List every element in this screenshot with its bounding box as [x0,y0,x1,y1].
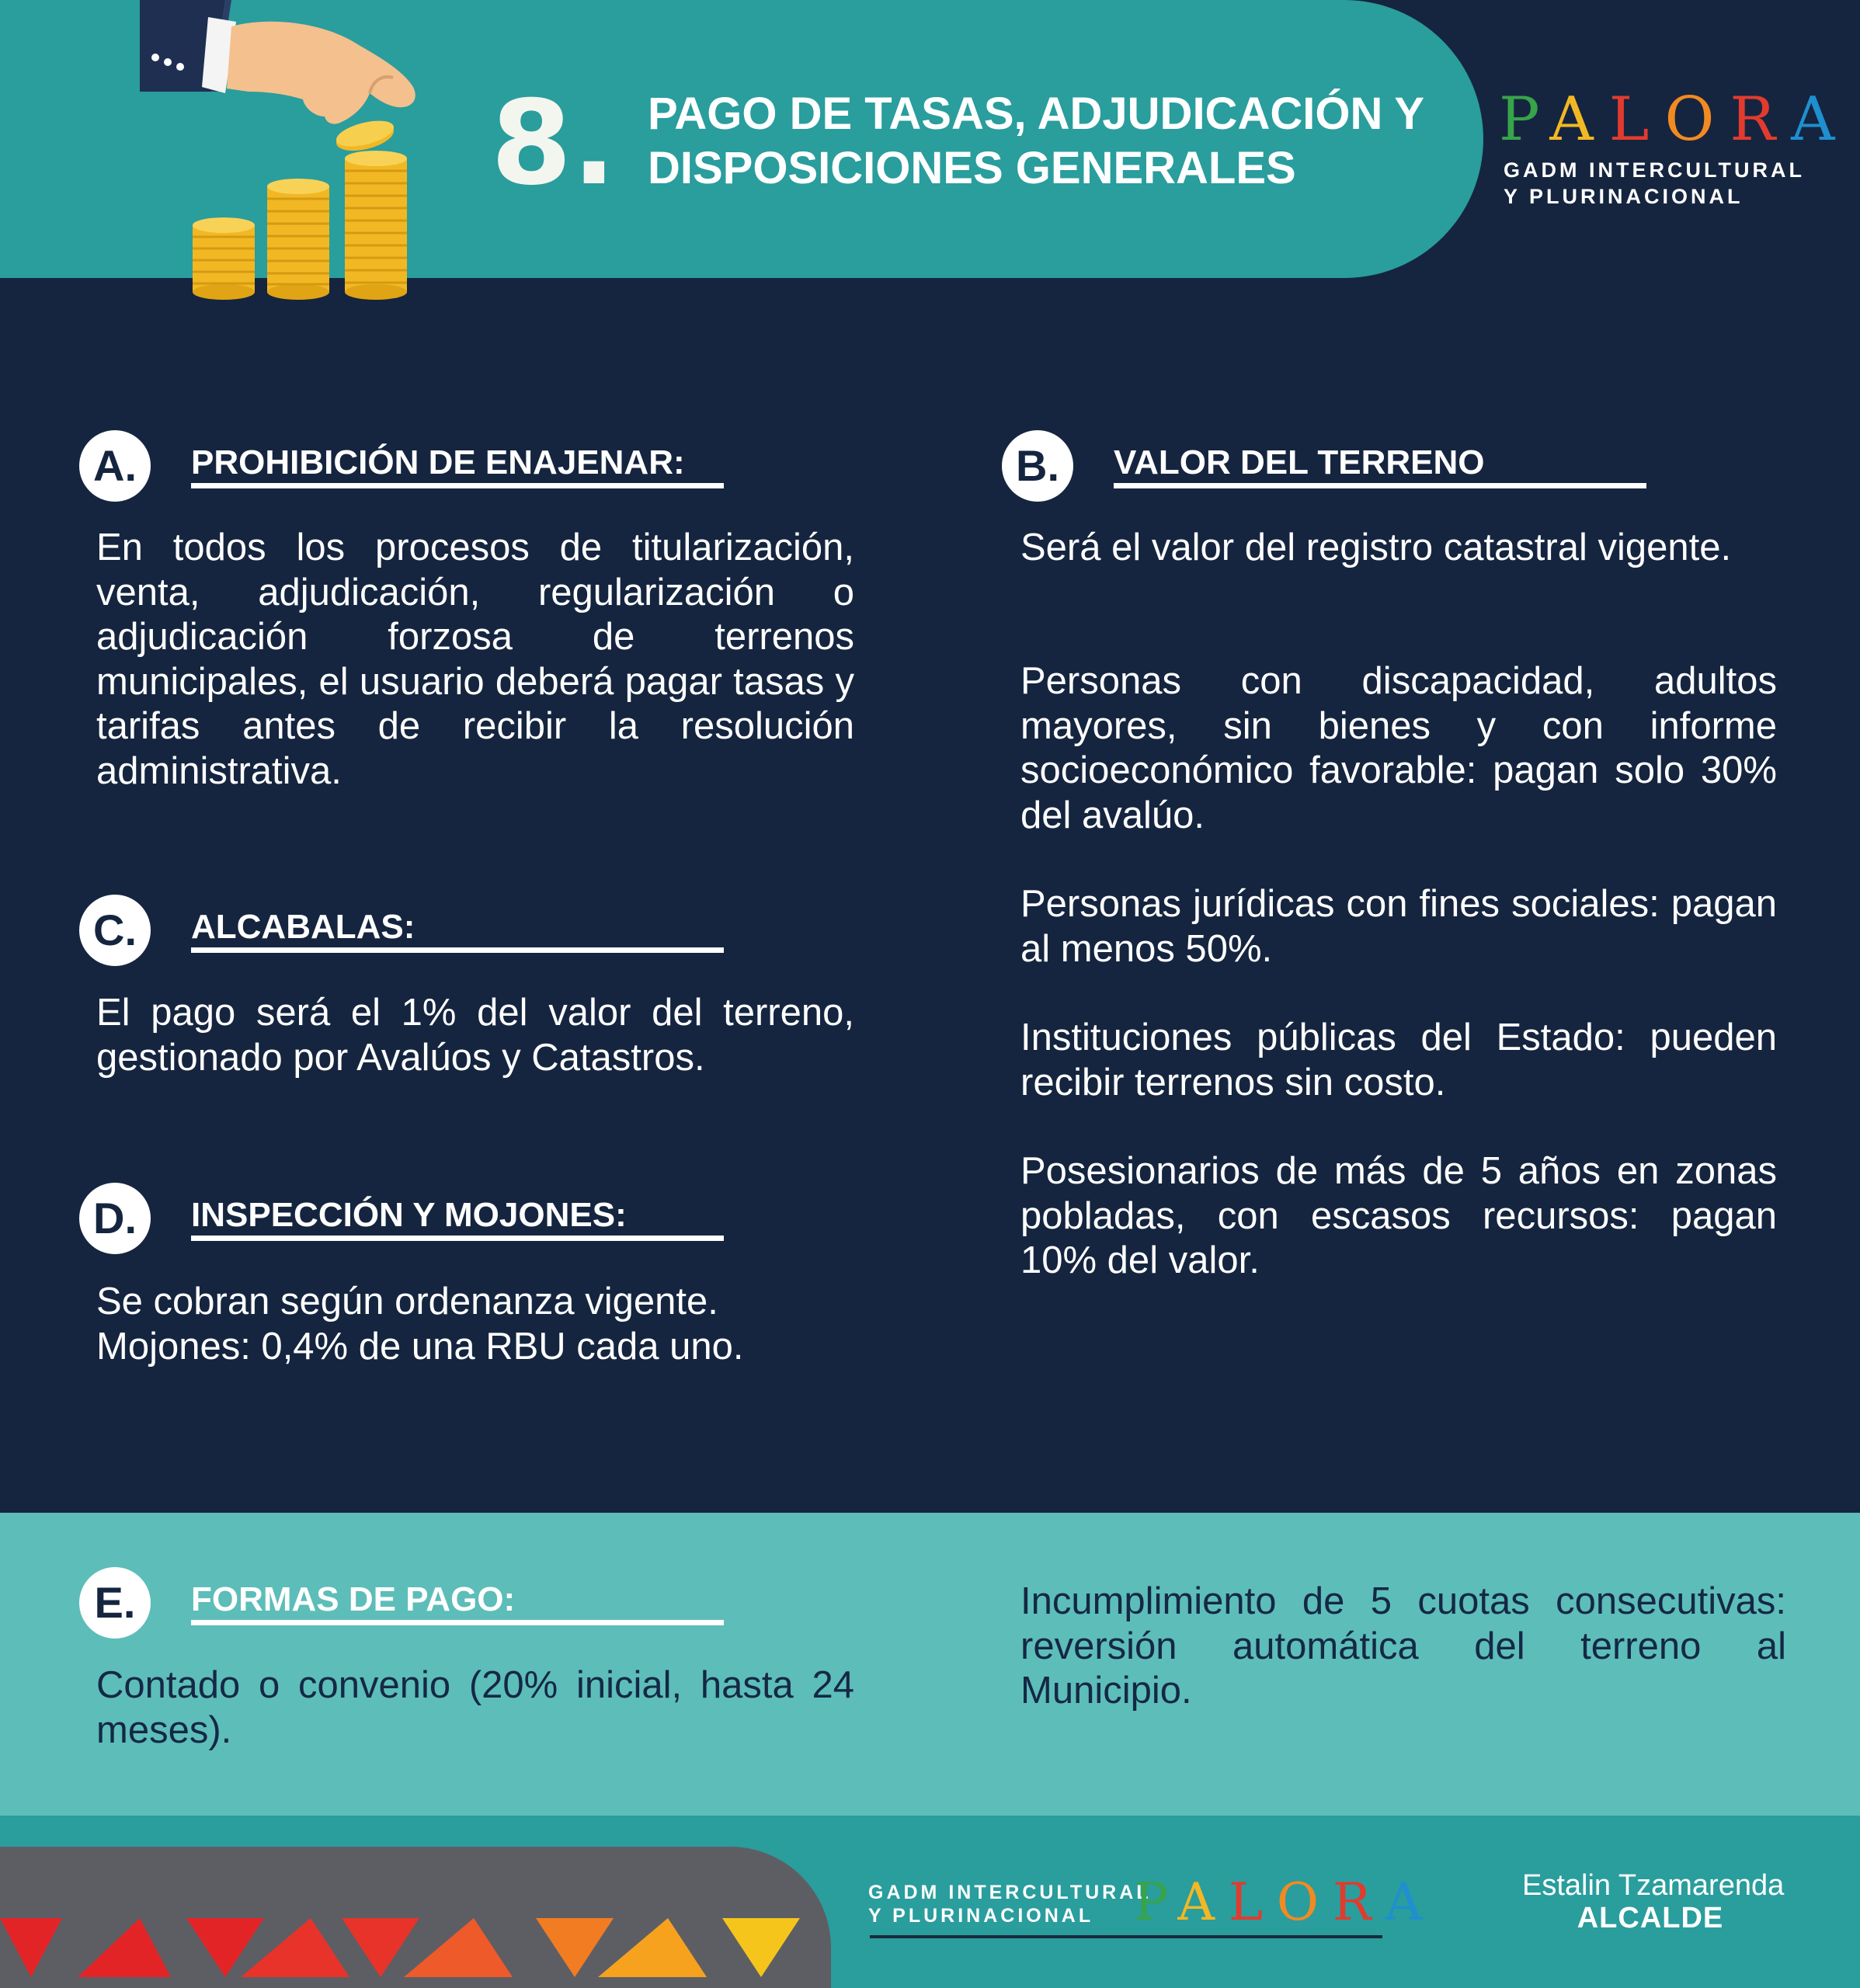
section-b-paragraph-2: Personas con discapacidad, adultos mayores, sin bienes y con informe socioeconómico favorable: pagan solo 30% del avalúo. [1020,660,1777,836]
section-c-badge: C. [79,895,151,966]
coins-hand-illustration [140,0,435,303]
section-c-underline [191,947,724,953]
logo-subtitle-line2: Y PLURINACIONAL [1504,185,1744,208]
footer-subtitle-line1: GADM INTERCULTURAL [868,1882,1152,1903]
footer-logo-rule [870,1935,1382,1938]
section-a-body: En todos los procesos de titularización, venta, adjudicación, regularización o adjudicación forzosa de terrenos municipales, el usuario deberá pagar tasas y tarifas antes de recibir la resolución administrativa. [96,527,854,792]
section-b-heading: VALOR DEL TERRENO [1114,443,1485,481]
svg-text:PALORA: PALORA [1134,1872,1432,1932]
section-a-badge: A. [79,430,151,502]
section-d-badge: D. [79,1183,151,1254]
section-b-paragraph-3: Personas jurídicas con fines sociales: pagan al menos 50%. [1020,883,1777,970]
section-d-body-line2: Mojones: 0,4% de una RBU cada uno. [96,1325,744,1368]
footer-subtitle-line2: Y PLURINACIONAL [868,1905,1094,1927]
section-e-underline [191,1620,724,1625]
section-d-underline [191,1236,724,1241]
footer-pattern-band [0,1847,831,1988]
section-e-body: Contado o convenio (20% inicial, hasta 24 meses). [96,1664,854,1751]
section-e-note: Incumplimiento de 5 cuotas consecutivas: reversión automática del terreno al Municipio. [1020,1580,1786,1712]
footer-palora-logo [1134,1872,1432,1932]
section-c-heading: ALCABALAS: [191,908,415,946]
mayor-title: ALCALDE [1577,1902,1724,1934]
section-d-body-line1: Se cobran según ordenanza vigente. [96,1281,718,1322]
section-b-paragraph-1: Será el valor del registro catastral vigente. [1020,527,1732,568]
section-b-underline [1114,483,1646,488]
footer-subtitle [868,1881,1152,1927]
section-b-paragraph-5: Posesionarios de más de 5 años en zonas pobladas, con escasos recursos: pagan 10% del valor. [1020,1150,1777,1281]
payment-panel [0,1513,1860,1816]
page-title-line1: PAGO DE TASAS, ADJUDICACIÓN Y [648,89,1425,139]
section-d-body [96,1280,854,1369]
svg-text:PALORA: PALORA [1499,85,1846,155]
page-title-line2: DISPOSICIONES GENERALES [648,143,1296,193]
logo-subtitle-line1: GADM INTERCULTURAL [1504,158,1805,182]
section-a-heading: PROHIBICIÓN DE ENAJENAR: [191,443,685,481]
palora-logo [1499,84,1846,155]
section-a-underline [191,483,724,488]
logo-subtitle [1504,157,1805,210]
footer [0,1816,1860,1988]
page-title [648,87,1494,196]
section-d-heading: INSPECCIÓN Y MOJONES: [191,1196,627,1234]
section-e-badge: E. [79,1567,151,1639]
section-c-body: El pago será el 1% del valor del terreno, gestionado por Avalúos y Catastros. [96,992,854,1079]
section-b-paragraph-4: Instituciones públicas del Estado: pueden recibir terrenos sin costo. [1020,1017,1777,1103]
section-e-heading: FORMAS DE PAGO: [191,1580,516,1618]
mayor-name: Estalin Tzamarenda [1522,1869,1785,1902]
footer-triangle-pattern [0,1847,831,1988]
section-b-badge: B. [1002,430,1073,502]
section-number: 8. [491,76,617,211]
